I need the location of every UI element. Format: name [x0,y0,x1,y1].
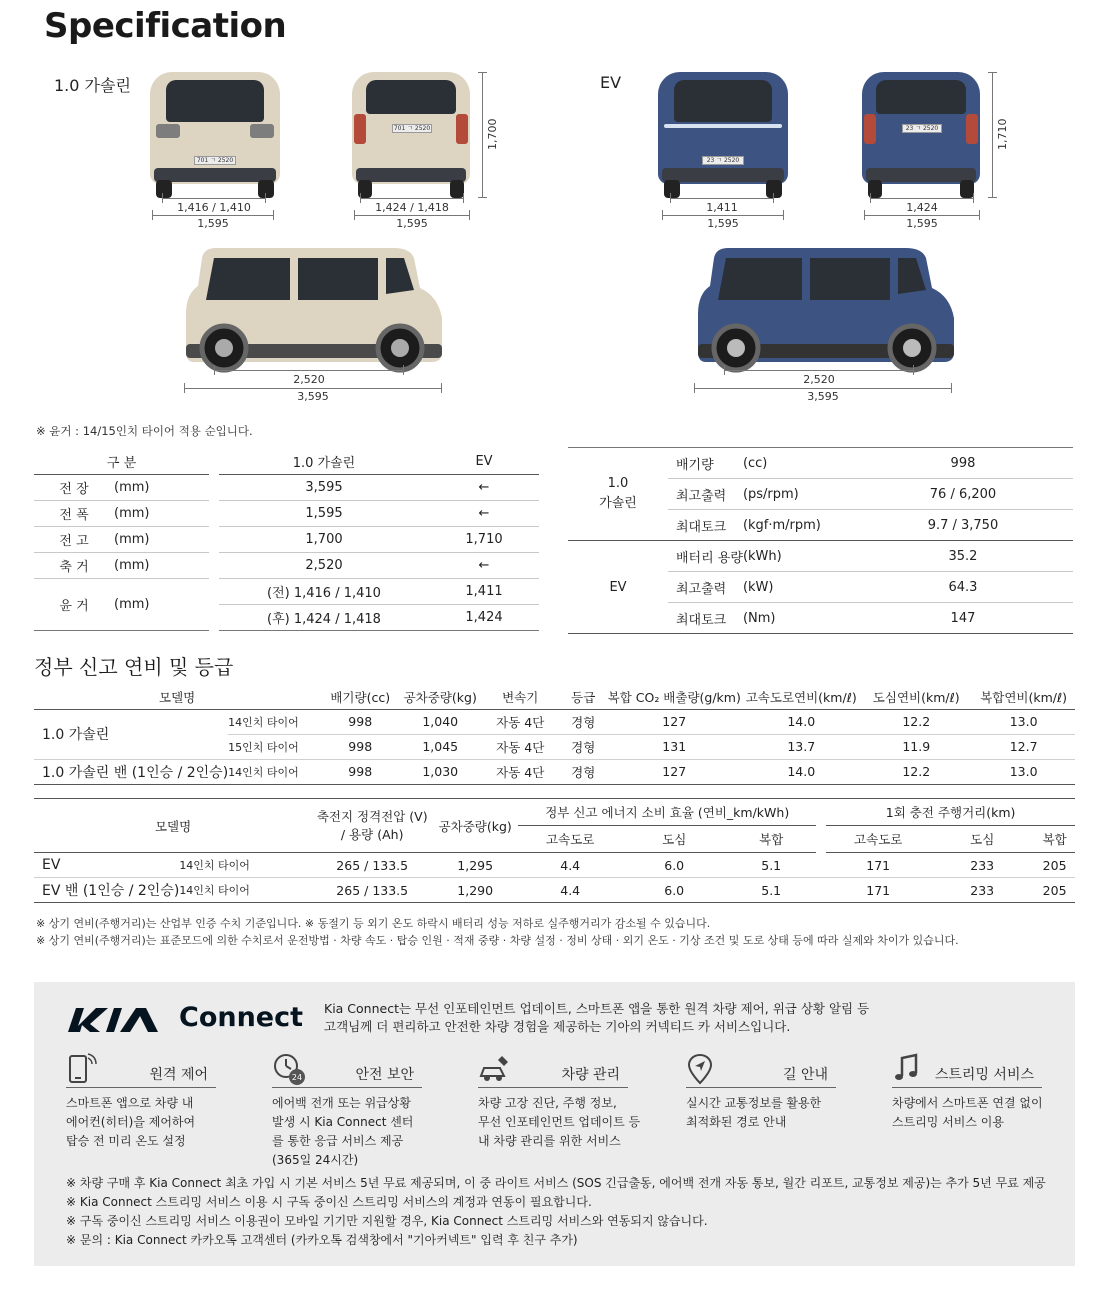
license-plate-rear: 701 ㄱ 2520 [393,125,431,132]
tire-note: ※ 윤거 : 14/15인치 타이어 적용 순입니다. [36,424,253,438]
connect-wordmark: Connect [179,1002,304,1033]
ev-width-rear: 1,595 [906,217,938,230]
col-category: 구 분 [34,449,209,474]
gasoline-height-line [482,72,483,198]
gasoline-width-front: 1,595 [197,217,229,230]
table-row: 전 폭 (mm) 1,595 ← [34,500,539,526]
table-row: EV 배터리 용량 (kWh) 35.2 [568,541,1073,572]
ev-rear-track-line [870,198,974,199]
icon-badge-24: 24 [291,1073,303,1082]
ev-front-image [654,72,792,200]
license-plate: 701 ㄱ 2520 [194,156,236,165]
powertrain-table [568,447,1073,634]
table-row: 전 장 (mm) 3,595 ← [34,474,539,500]
ev-front-track-line [670,198,774,199]
dimensions-table [34,449,539,631]
table-row: EV 14인치 타이어 265 / 133.5 1,295 4.4 6.0 5.1 171 233 205 [34,853,1075,878]
fuel-economy-table: 모델명 배기량(cc) 공차중량(kg) 변속기 등급 복합 CO₂ 배출량(g/km) 고속도로연비(km/ℓ) 도심연비(km/ℓ) 복합연비(km/ℓ) 1.0 가솔린 14인치 타이어 998 1,040 자동 4단 경형 127 14.0 12.2 13.0 15인치 타이어 998 1,045 자동 4단 경형 131 13.7 11.9 12.7 1.0 가솔린 밴 (1인승 / 2인승) 14인치 타이어 998 1,030 자동 4단 경형 127 14.0 12.2 13.0 [34,685,1075,785]
table-row: 1.0 가솔린 14인치 타이어 998 1,040 자동 4단 경형 127 14.0 12.2 13.0 [34,709,1075,734]
fuel-note-2: ※ 상기 연비(주행거리)는 표준모드에 의한 수치로서 운전방법 · 차량 속도 · 탑승 인원 · 적재 중량 · 차량 설정 · 정비 상태 · 외기 온도 · 기상 조건 및 도로 상태 등에 따라 실제와 차이가 있습니다. [36,934,959,947]
kia-logo-icon [66,1004,166,1036]
fuel-section-title: 정부 신고 연비 및 등급 [34,655,234,679]
ev-group: EV [568,541,668,634]
table-row: EV 밴 (1인승 / 2인승) 14인치 타이어 265 / 133.5 1,290 4.4 6.0 5.1 171 233 205 [34,878,1075,903]
gasoline-rear-track: 1,424 / 1,418 [375,201,449,214]
gasoline-wheelbase: 2,520 [293,373,325,386]
ev-width-line-rear [864,215,980,216]
gasoline-length: 3,595 [297,390,329,403]
page-title: Specification [44,6,287,46]
table-row: (후) 1,424 / 1,418 1,424 [34,604,539,630]
col-gasoline: 1.0 가솔린 [219,449,429,474]
gasoline-side-image [182,244,446,376]
ev-front-track: 1,411 [706,201,738,214]
gasoline-height: 1,700 [486,118,499,150]
ev-length-line [694,388,952,389]
gasoline-label: 1.0 가솔린 [54,76,131,95]
ev-length: 3,595 [807,390,839,403]
gasoline-front-image [146,72,284,200]
table-row: 최대토크 (kgf·m/rpm) 9.7 / 3,750 [568,510,1073,541]
table-row: 1.0 가솔린 배기량 (cc) 998 [568,448,1073,479]
gasoline-width-line-front [152,215,274,216]
ev-height-line [992,72,993,198]
gasoline-front-track-line [162,198,266,199]
gasoline-front-track: 1,416 / 1,410 [177,201,251,214]
ev-efficiency-table: 모델명 축전지 정격전압 (V) / 용량 (Ah) 공차중량(kg) 정부 신고 에너지 소비 효율 (연비_km/kWh) 1회 충전 주행거리(km) 고속도로 도심 복합 고속도로 도심 복합 EV 14인치 타이어 265 / 133.5 1,295 4.4 6.0 5.1 171 233 205 EV 밴 (1인승 / 2인승) 14인치 타이어 265 / 133.5 1,290 4.4 6.0 5.1 171 233 205 [34,798,1075,903]
table-row: 윤 거 (mm) (전) 1,416 / 1,410 1,411 [34,578,539,604]
ev-rear-image [860,72,982,200]
gasoline-width-rear: 1,595 [396,217,428,230]
connect-notes: ※ 차량 구매 후 Kia Connect 최초 가입 시 기본 서비스 5년 무료 제공되며, 이 중 라이트 서비스 (SOS 긴급출동, 에어백 전개 자동 통보, 월간 리포트, 교통정보 제공)는 추가 5년 무료 제공 ※ Kia Connect 스트리밍 서비스 이용 시 구독 중이신 스트리밍 서비스의 계정과 연동이 필요합니다. ※ 구독 중이신 스트리밍 서비스 이용권이 모바일 기기만 지원할 경우, Kia Connect 스트리밍 서비스와 연동되지 않습니다. ※ 문의 : Kia Connect 카카오톡 고객센터 (카카오톡 검색창에서 "기아커넥트" 입력 후 친구 추가) [66,1176,1046,1247]
gasoline-width-line-rear [354,215,470,216]
gasoline-length-line [184,388,442,389]
license-plate-ev: 23 ㄱ 2520 [702,156,744,165]
ev-side-image [694,244,958,376]
gasoline-rear-image [350,72,472,200]
table-row: 전 고 (mm) 1,700 1,710 [34,526,539,552]
connect-description: Kia Connect는 무선 인포테인먼트 업데이트, 스마트폰 앱을 통한 원격 차량 제어, 위급 상황 알림 등 고객님께 더 편리하고 안전한 차량 경험을 제공하는 기아의 커넥티드 카 서비스입니다. [324,1001,870,1034]
ev-height: 1,710 [996,118,1009,150]
ev-wheelbase: 2,520 [803,373,835,386]
table-row: 15인치 타이어 998 1,045 자동 4단 경형 131 13.7 11.9 12.7 [34,734,1075,759]
table-row: 최대토크 (Nm) 147 [568,603,1073,634]
ev-width-line-front [662,215,784,216]
table-row: 최고출력 (ps/rpm) 76 / 6,200 [568,479,1073,510]
gasoline-wheelbase-line [214,370,404,371]
col-ev: EV [429,449,539,474]
ev-wheelbase-line [724,370,914,371]
table-row: 축 거 (mm) 2,520 ← [34,552,539,578]
license-plate-ev-rear: 23 ㄱ 2520 [902,124,942,133]
table-row: 최고출력 (kW) 64.3 [568,572,1073,603]
gasoline-rear-track-line [360,198,464,199]
gasoline-group: 1.0 가솔린 [568,448,668,541]
ev-label: EV [600,73,622,92]
fuel-note-1: ※ 상기 연비(주행거리)는 산업부 인증 수치 기준입니다. ※ 동절기 등 외기 온도 하락시 배터리 성능 저하로 실주행거리가 감소될 수 있습니다. [36,917,711,930]
table-row: 1.0 가솔린 밴 (1인승 / 2인승) 14인치 타이어 998 1,030 자동 4단 경형 127 14.0 12.2 13.0 [34,759,1075,784]
kia-connect-panel: Connect Kia Connect는 무선 인포테인먼트 업데이트, 스마트폰 앱을 통한 원격 차량 제어, 위급 상황 알림 등 고객님께 더 편리하고 안전한 차량 경험을 제공하는 기아의 커넥티드 카 서비스입니다. 원격 제어 스마트폰 앱으로 차량 내 에어컨(히터)을 제어하여 탑승 전 미리 온도 설정 24 안전 보안 에어백 전개 또는 위급상황 발생 시 Kia Connect 센터 를 통한 응급 서비스 제공 (365일 24시간) 차량 관리 차량 고장 진단, 주행 정보, 무선 인포테인먼트 업데이트 등 내 차량 관리를 위한 서비스 길 안내 실시간 교통정보를 활용한 최적화된 경로 안내 스트리밍 서비스 차량에서 스마트폰 연결 없이 스트리밍 서비스 이용 ※ 차량 구매 후 Kia Connect 최초 가입 시 기본 서비스 5년 무료 제공되며, 이 중 라이트 서비스 (SOS 긴급출동, 에어백 전개 자동 통보, 월간 리포트, 교통정보 제공)는 추가 5년 무료 제공 ※ Kia Connect 스트리밍 서비스 이용 시 구독 중이신 스트리밍 서비스의 계정과 연동이 필요합니다. ※ 구독 중이신 스트리밍 서비스 이용권이 모바일 기기만 지원할 경우, Kia Connect 스트리밍 서비스와 연동되지 않습니다. ※ 문의 : Kia Connect 카카오톡 고객센터 (카카오톡 검색창에서 "기아커넥트" 입력 후 친구 추가) [34,982,1075,1266]
ev-rear-track: 1,424 [906,201,938,214]
ev-width-front: 1,595 [707,217,739,230]
